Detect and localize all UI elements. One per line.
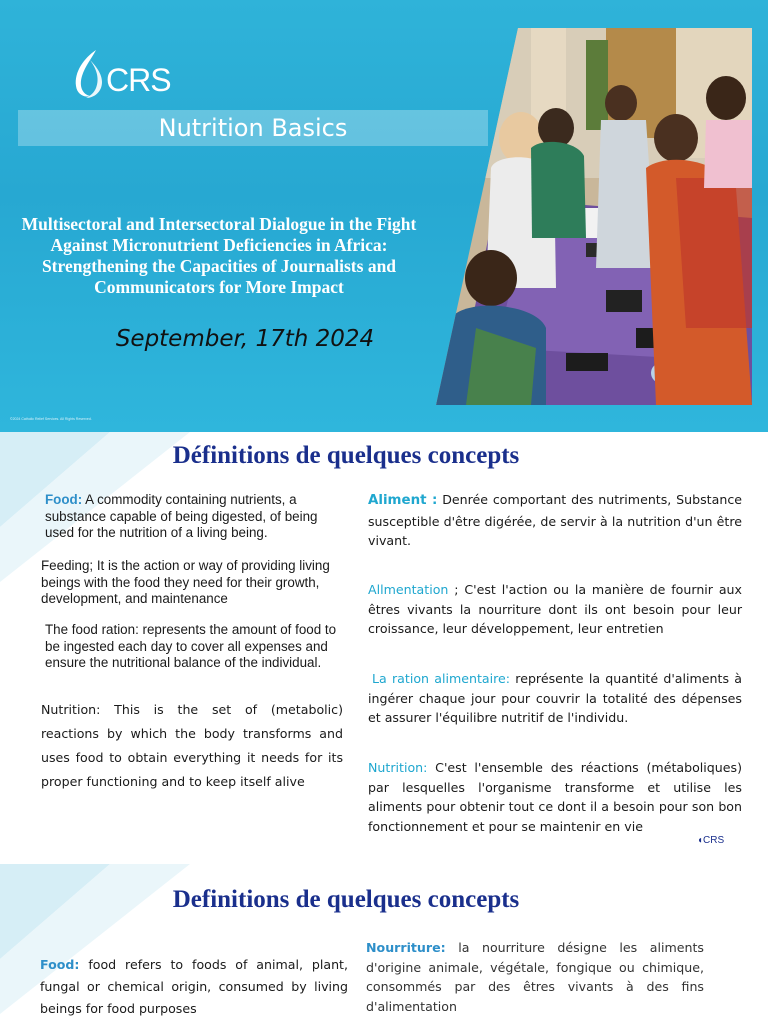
definition-text: ; C'est l'action ou la manière de fournir aux êtres vivants la nourriture dont ils ont besoin pour leur croissance, leur développement, leur entretien bbox=[368, 582, 742, 637]
crs-flame-icon bbox=[66, 46, 110, 102]
definition-aliment-fr bbox=[368, 490, 742, 551]
term-alimentation: Allmentation bbox=[368, 582, 449, 597]
event-date: September, 17th 2024 bbox=[115, 326, 375, 352]
definition-ration-fr bbox=[368, 669, 742, 728]
definition-alimentation-fr bbox=[368, 580, 742, 639]
subtitle: Multisectoral and Intersectoral Dialogue in the Fight Against Micronutrient Deficiencies in Africa: Strengthening the Capacities of Journalists and Communicators for More Impact bbox=[21, 214, 417, 297]
term-food: Food: bbox=[45, 492, 83, 507]
definition-feeding-en: Feeding; It is the action or way of providing living beings with the food they need for their growth, development, and maintenance bbox=[41, 558, 330, 607]
definitions-slide-2 bbox=[0, 864, 768, 1024]
definition-food-en bbox=[40, 954, 348, 1020]
definition-nutrition-fr bbox=[368, 758, 742, 836]
definition-text: la nourriture désigne les aliments d'origine animale, végétale, fongique ou chimique, consommés par des êtres vivants à des fins d'alimentation bbox=[366, 940, 704, 1014]
term-food: Food: bbox=[40, 957, 80, 972]
definitions-slide bbox=[0, 432, 768, 864]
definition-nourriture-fr bbox=[366, 938, 704, 1016]
definition-nutrition-en: Nutrition: This is the set of (metabolic) reactions by which the body transforms and uses food to obtain everything it needs for its proper functioning and to keep itself alive bbox=[41, 702, 343, 789]
mini-logo-text: CRS bbox=[703, 835, 725, 846]
logo-text: CRS bbox=[106, 61, 171, 98]
term-nourriture: Nourriture: bbox=[366, 940, 446, 955]
cover-slide bbox=[0, 0, 768, 432]
workshop-photo bbox=[436, 28, 752, 405]
definition-text: A commodity containing nutrients, a substance capable of being digested, of being used for the nutrition of a living being. bbox=[45, 492, 318, 541]
english-definitions bbox=[41, 492, 343, 832]
slide-heading: Définitions de quelques concepts bbox=[172, 442, 520, 469]
definition-ration-en: The food ration: represents the amount of food to be ingested each day to cover all expenses and ensure the nutritional balance of the individual. bbox=[45, 622, 337, 671]
workshop-photo-illustration bbox=[436, 28, 752, 405]
definition-text: C'est l'ensemble des réactions (métaboliques) par lesquelles l'organisme transforme et utilise les aliments pour obtenir tout ce dont il a besoin pour son bon fonctionnement et pour se maintenir en vie bbox=[368, 760, 742, 834]
french-definitions bbox=[368, 490, 742, 835]
crs-mini-logo bbox=[697, 835, 724, 846]
crs-logo bbox=[66, 46, 171, 102]
slide-title: Nutrition Basics bbox=[158, 114, 348, 142]
term-nutrition: Nutrition: bbox=[368, 760, 428, 775]
copyright-notice: ©2024 Catholic Relief Services. All Rights Reserved. bbox=[10, 417, 92, 421]
crs-flame-icon: ◖ bbox=[697, 835, 704, 846]
definition-text: représente la quantité d'aliments à ingérer chaque jour pour couvrir la totalité des dépenses et assurer l'équilibre nutritif de l'individu. bbox=[368, 671, 742, 726]
definition-text: Denrée comportant des nutriments, Substance susceptible d'être digérée, de servir à la nutrition d'un être vivant. bbox=[368, 492, 742, 549]
definition-food-en bbox=[41, 492, 343, 542]
slide-heading: Definitions de quelques concepts bbox=[172, 886, 520, 913]
term-aliment: Aliment : bbox=[368, 493, 438, 508]
definition-text: food refers to foods of animal, plant, fungal or chemical origin, consumed by living beings for food purposes bbox=[40, 957, 348, 1017]
term-ration: La ration alimentaire: bbox=[372, 671, 511, 686]
